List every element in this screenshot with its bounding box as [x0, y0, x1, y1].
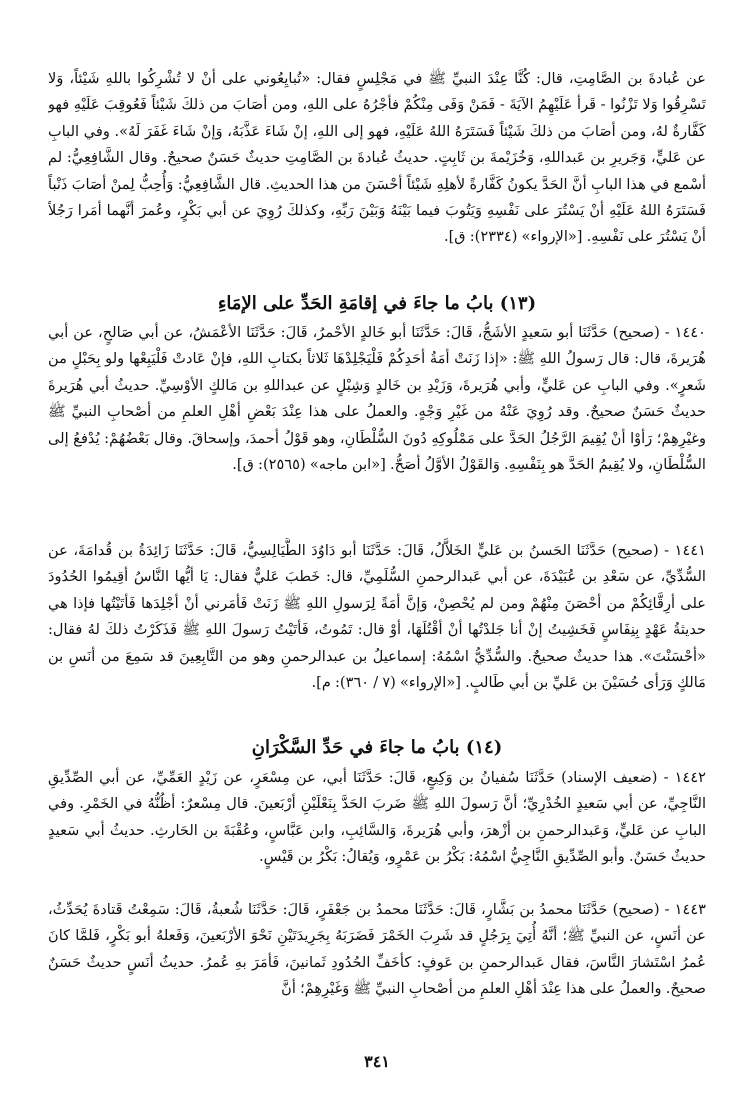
chapter-heading-13: (١٣) بابُ ما جاءَ في إقامَةِ الحَدِّ على الإمَاءِ: [217, 293, 537, 314]
hadith-1441: ١٤٤١ - (صحيح) حَدَّثَنَا الحَسنُ بن عَليٍّ الخَلاَّلُ، قَالَ: حَدَّثَنَا أبو دَاوُدَ الطَّيَالِسِيُّ، قَالَ: حَدَّثَنَا زَائِدَةُ بن قُدامَةَ، عن السُّدِّيِّ، عن سَعْدِ بن عُبَيْدَةَ، عن أبي عَبدالرحمنِ السُّلَمِيِّ، قال: خَطبَ عَليٌّ فقال: يَا أيُّها النَّاسُ أقِيمُوا الحُدُودَ على أرِقَّائِكُمْ من أحْصَنَ مِنْهُمْ ومن لم يُحْصِنْ، وَإنَّ أمَةً لِرَسولِ اللهِ ﷺ زَنَتْ فَأمَرني أنْ أجْلِدَها فَأتَيْتُها فإذا هي حديثةُ عَهْدٍ بِنِفَاسٍ فَخَشِيتُ إنْ أنا جَلدْتُها أنْ أقْتُلَهَا، أوْ قال: تَمُوتُ، فَأتَيْتُ رَسولَ اللهِ ﷺ فَذَكَرْتُ ذلكَ لهُ فقال: «أحْسَنْتَ». هذا حديثٌ صحيحٌ. والسُّدِّيُّ اسْمُهُ: إسماعيلُ بن عبدالرحمنِ وهو من التَّابِعِينَ قد سَمِعَ من أنَسِ بن مَالكٍ وَرَأى حُسَيْنَ بن عَليِّ بن أبي طَالبٍ. [«الإرواء» (٧ / ٣٦٠): م].: [48, 542, 706, 692]
hadith-1443: ١٤٤٣ - (صحيح) حَدَّثَنَا محمدُ بن بَشَّارٍ، قَالَ: حَدَّثَنَا محمدُ بن جَعْفَرٍ، قَالَ: حَدَّثَنَا شُعبةُ، قَالَ: سَمِعْتُ قَتادةَ يُحَدِّثُ، عن أنَسٍ، عن النبيِّ ﷺ؛ أنَّهُ أُتِيَ بِرَجُلٍ قد شَرِبَ الخَمْرَ فَضَرَبَهُ بِجَرِيدَتَيْنِ نَحْوَ الأرْبَعينَ، وَفَعلهُ أبو بَكْرٍ، فَلمَّا كانَ عُمرُ اسْتَشارَ النَّاسَ، فقال عَبدالرحمنِ بن عَوفٍ: كأخَفِّ الحُدُودِ ثَمانينَ، فَأمَرَ بهِ عُمرُ. حديثُ أنَسٍ حديثٌ حَسَنٌ صحيحٌ. والعملُ على هذا عِنْدَ أهْلِ العلمِ من أصْحابِ النبيِّ ﷺ وَغَيْرِهِمْ؛ أنَّ: [48, 901, 706, 998]
paragraph-ubadah-hadith: عن عُبادةَ بن الصَّامِتِ، قال: كُنَّا عِنْدَ النبيِّ ﷺ في مَجْلِسٍ فقال: «تُبايِعُوني على أنْ لا تُشْرِكُوا باللهِ شَيْئاً، وَلا تَسْرِقُوا وَلا تَزْنُوا - قَرأ عَلَيْهِمُ الآيَةَ - فَمَنْ وَفَى مِنْكُمْ فأجْرُهُ على اللهِ، ومن أصَابَ من ذلكَ شَيْئاً فَعُوقِبَ عَلَيْهِ فهو كَفَّارةٌ لهُ، ومن أصَابَ من ذلكَ شَيْئاً فَسَتَرَهُ اللهُ عَلَيْهِ، فهو إلى اللهِ، إنْ شَاءَ عَذَّبَهُ، وَإنْ شَاءَ غَفَرَ لَهُ». وفي البابِ عن عَليٍّ، وَجَريرِ بن عَبداللهِ، وَخُزَيْمةَ بن ثَابِتٍ. حديثُ عُبادةَ بن الصَّامِتِ حديثٌ حَسَنٌ صحيحٌ. وقال الشَّافِعِيُّ: لم أسْمع في هذا البابِ أنَّ الحَدَّ يكونُ كَفَّارةً لأهلِهِ شَيْئاً أحْسَنَ من هذا الحديثِ. قال الشَّافِعِيُّ: وَأُحِبُّ لِمنْ أصَابَ ذَنْباً فَسَتَرَهُ اللهُ عَلَيْهِ أنْ يَسْتُرَ على نَفْسِهِ وَيَتُوبَ فيما بَيْنَهُ وَبَيْنَ رَبِّهِ، وكذلكَ رُوِيَ عن أبي بَكْرٍ، وعُمرَ أنَّهما أمَرا رَجُلاً أنْ يَسْتُرَ على نَفْسِهِ. [«الإرواء» (٢٣٣٤): ق].: [48, 70, 706, 246]
page-number: ٣٤١: [364, 1052, 390, 1071]
hadith-1442: ١٤٤٢ - (ضعيف الإسناد) حَدَّثَنَا سُفيانُ بن وَكِيعٍ، قَالَ: حَدَّثَنَا أبي، عن مِسْعَرٍ، عن زَيْدٍ العَمِّيِّ، عن أبي الصِّدِّيقِ النَّاجِيِّ، عن أبي سَعيدٍ الخُدْرِيِّ؛ أنَّ رَسولَ اللهِ ﷺ ضَربَ الحَدَّ بِنَعْلَيْنِ أرْبَعينَ. قال مِسْعرٌ: أظُنُّهُ في الخَمْرِ. وفي البابِ عن عَليٍّ، وَعَبدالرحمنِ بن أزْهرَ، وأبي هُرَيرةَ، وَالسَّائِبِ، وابن عَبَّاسٍ، وعُقْبَةَ بن الحَارثِ. حديثُ أبي سَعيدٍ حديثٌ حَسَنٌ. وأبو الصِّدِّيقِ النَّاجِيُّ اسْمُهُ: بَكْرُ بن عَمْرٍو، وَيُقالُ: بَكْرُ بن قَيْسٍ.: [48, 769, 706, 866]
chapter-heading-14: (١٤) بابُ ما جاءَ في حَدِّ السَّكْرَانِ: [251, 737, 503, 758]
hadith-1440: ١٤٤٠ - (صحيح) حَدَّثَنَا أبو سَعيدٍ الأشَجُّ، قَالَ: حَدَّثَنَا أبو خَالدٍ الأحْمرُ، قَالَ: حَدَّثَنَا الأعْمَشُ، عن أبي صَالحٍ، عن أبي هُرَيرةَ، قال: قال رَسولُ اللهِ ﷺ: «إذا زَنَتْ أمَةُ أحَدِكُمْ فَلْيَجْلِدْهَا ثَلاثاً بكتابِ اللهِ، فإنْ عَادتْ فَلْيَبِعْها ولو بِحَبْلٍ من شَعرٍ». وفي البابِ عن عَليٍّ، وأبي هُرَيرةَ، وَزَيْدِ بن خَالدٍ وَشِبْلٍ عن عبداللهِ بن مَالكٍ الأوْسِيِّ. حديثُ أبي هُرَيرةَ حديثٌ حَسَنٌ صحيحٌ. وقد رُوِيَ عَنْهُ من غَيْرِ وَجْهٍ. والعملُ على هذا عِنْدَ بَعْضِ أهْلِ العلمِ من أصْحابِ النبيِّ ﷺ وغيْرِهِمْ؛ رَأوْا أنْ يُقِيمَ الرَّجُلُ الحَدَّ على مَمْلُوكِهِ دُونَ السُّلْطَانِ، وهو قَوْلُ أحمدَ، وإسحاقَ. وقال بَعْضُهُمْ: يُدْفعُ إلى السُّلْطَانِ، ولا يُقِيمُ الحَدَّ هو بِنَفْسِهِ. وَالقَوْلُ الأوَّلُ أصَحُّ. [«ابن ماجه» (٢٥٦٥): ق].: [48, 324, 706, 474]
